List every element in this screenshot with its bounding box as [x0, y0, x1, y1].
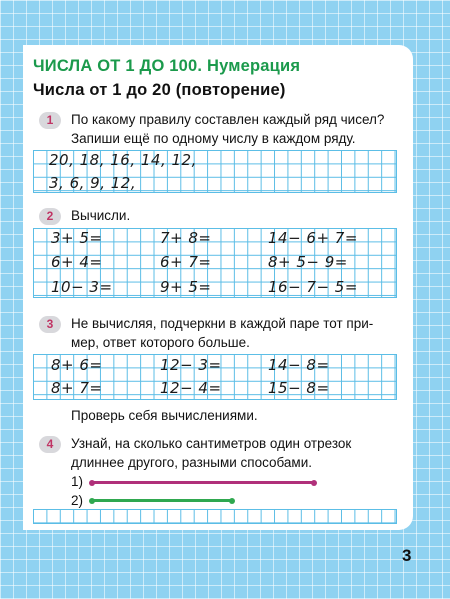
task-1-number: 1: [39, 112, 61, 129]
task-2-example: 10− 3=: [51, 278, 113, 296]
chapter-title: ЧИСЛА ОТ 1 ДО 100. Нумерация: [33, 57, 301, 75]
task-3-example[interactable]: 8+ 7=: [51, 379, 103, 397]
task-2-number: 2: [39, 208, 61, 225]
task-2-example: 6+ 7=: [160, 253, 212, 271]
page-number: 3: [402, 546, 412, 565]
task-3-example[interactable]: 14− 8=: [268, 356, 330, 374]
task-1-text-line-1: По какому правилу составлен каждый ряд чисел?: [71, 112, 385, 127]
task-1-text-line-2: Запиши ещё по одному числу в каждом ряду.: [71, 131, 356, 146]
task-3-text-line-1: Не вычисляя, подчеркни в каждой паре тот при-: [71, 316, 374, 331]
task-3-number: 3: [39, 316, 61, 333]
task-3-example[interactable]: 12− 3=: [160, 356, 222, 374]
segment-2-line: [91, 499, 232, 502]
task-3-example[interactable]: 8+ 6=: [51, 356, 103, 374]
task-4-answer-grid[interactable]: [33, 509, 397, 524]
task-4-text-line-1: Узнай, на сколько сантиметров один отрезок: [71, 436, 352, 451]
task-2-text: Вычисли.: [71, 208, 131, 223]
task-3-text-line-2: мер, ответ которого больше.: [71, 335, 250, 350]
task-2-example: 7+ 8=: [160, 229, 212, 247]
textbook-page: [23, 45, 413, 530]
task-2-example: 6+ 4=: [51, 253, 103, 271]
task-2-example: 3+ 5=: [51, 229, 103, 247]
segment-1-line: [91, 481, 314, 484]
task-3-example[interactable]: 15− 8=: [268, 379, 330, 397]
task-2-example: 9+ 5=: [160, 278, 212, 296]
task-2-example: 14− 6+ 7=: [268, 229, 358, 247]
task-1-row-2: 3, 6, 9, 12,: [49, 174, 137, 192]
task-4-text-line-2: длиннее другого, разными способами.: [71, 455, 312, 470]
segment-1-end-point: [311, 480, 317, 486]
task-3-note: Проверь себя вычислениями.: [71, 408, 258, 423]
section-title: Числа от 1 до 20 (повторение): [33, 81, 286, 99]
segment-2-end-point: [229, 498, 235, 504]
task-1-row-1: 20, 18, 16, 14, 12,: [49, 151, 197, 169]
task-3-example[interactable]: 12− 4=: [160, 379, 222, 397]
segment-1-label: 1): [71, 474, 84, 489]
task-2-example: 16− 7− 5=: [268, 278, 358, 296]
task-4-number: 4: [39, 436, 61, 453]
segment-2-label: 2): [71, 493, 84, 508]
segment-1-start-point: [89, 480, 95, 486]
task-2-example: 8+ 5− 9=: [268, 253, 348, 271]
segment-2-start-point: [89, 498, 95, 504]
